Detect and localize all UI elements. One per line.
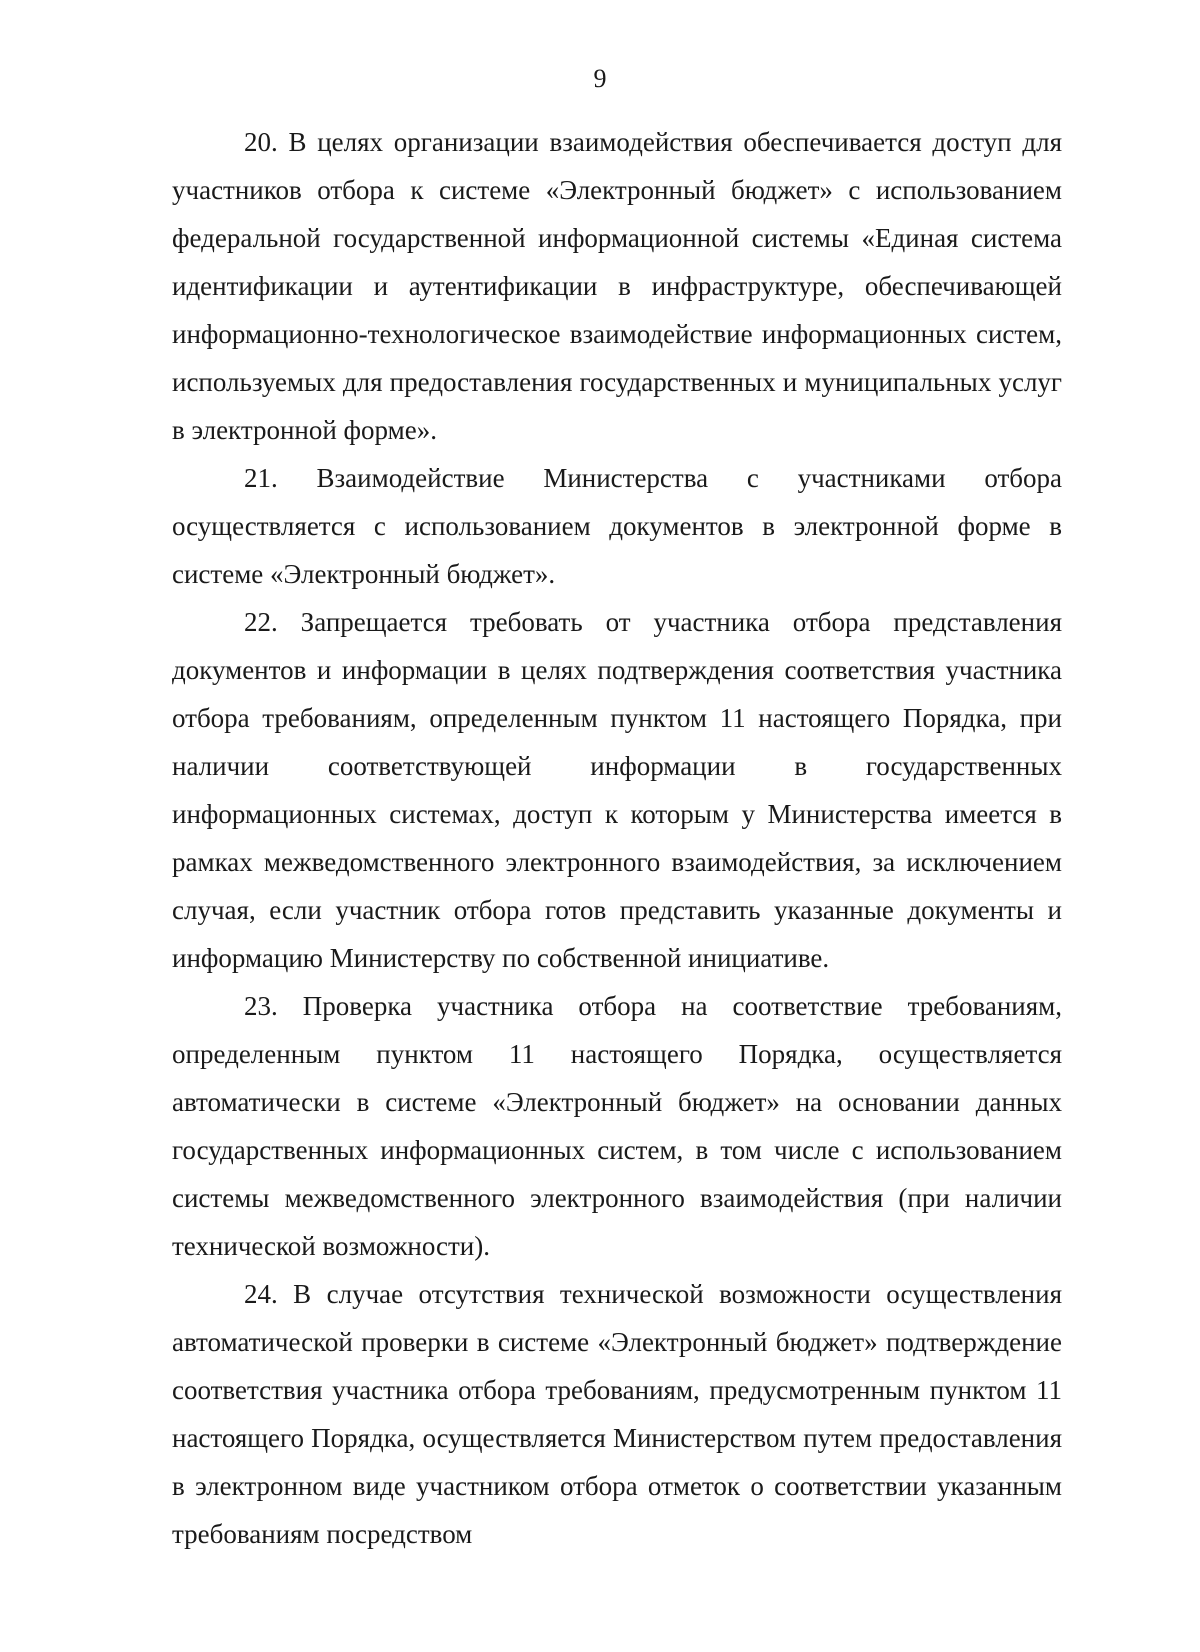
document-body <box>172 118 1062 1558</box>
paragraph-20: 20. В целях организации взаимодействия обеспечивается доступ для участников отбора к системе «Электронный бюджет» с использованием федеральной государственной информационной системы «Единая система идентификации и аутентификации в инфраструктуре, обеспечивающей информационно-технологическое взаимодействие информационных систем, используемых для предоставления государственных и муниципальных услуг в электронной форме». <box>172 127 1062 445</box>
paragraph-24: 24. В случае отсутствия технической возможности осуществления автоматической проверки в системе «Электронный бюджет» подтверждение соответствия участника отбора требованиям, предусмотренным пунктом 11 настоящего Порядка, осуществляется Министерством путем предоставления в электронном виде участником отбора отметок о соответствии указанным требованиям посредством <box>172 1279 1062 1549</box>
paragraph-22: 22. Запрещается требовать от участника отбора представления документов и информации в целях подтверждения соответствия участника отбора требованиям, определенным пунктом 11 настоящего Порядка, при наличии соответствующей информации в государственных информационных системах, доступ к которым у Министерства имеется в рамках межведомственного электронного взаимодействия, за исключением случая, если участник отбора готов представить указанные документы и информацию Министерству по собственной инициативе. <box>172 607 1062 973</box>
paragraph-23: 23. Проверка участника отбора на соответствие требованиям, определенным пунктом 11 настоящего Порядка, осуществляется автоматически в системе «Электронный бюджет» на основании данных государственных информационных систем, в том числе с использованием системы межведомственного электронного взаимодействия (при наличии технической возможности). <box>172 991 1062 1261</box>
page-number: 9 <box>593 64 607 93</box>
paragraph-21: 21. Взаимодействие Министерства с участниками отбора осуществляется с использованием документов в электронной форме в системе «Электронный бюджет». <box>172 463 1062 589</box>
